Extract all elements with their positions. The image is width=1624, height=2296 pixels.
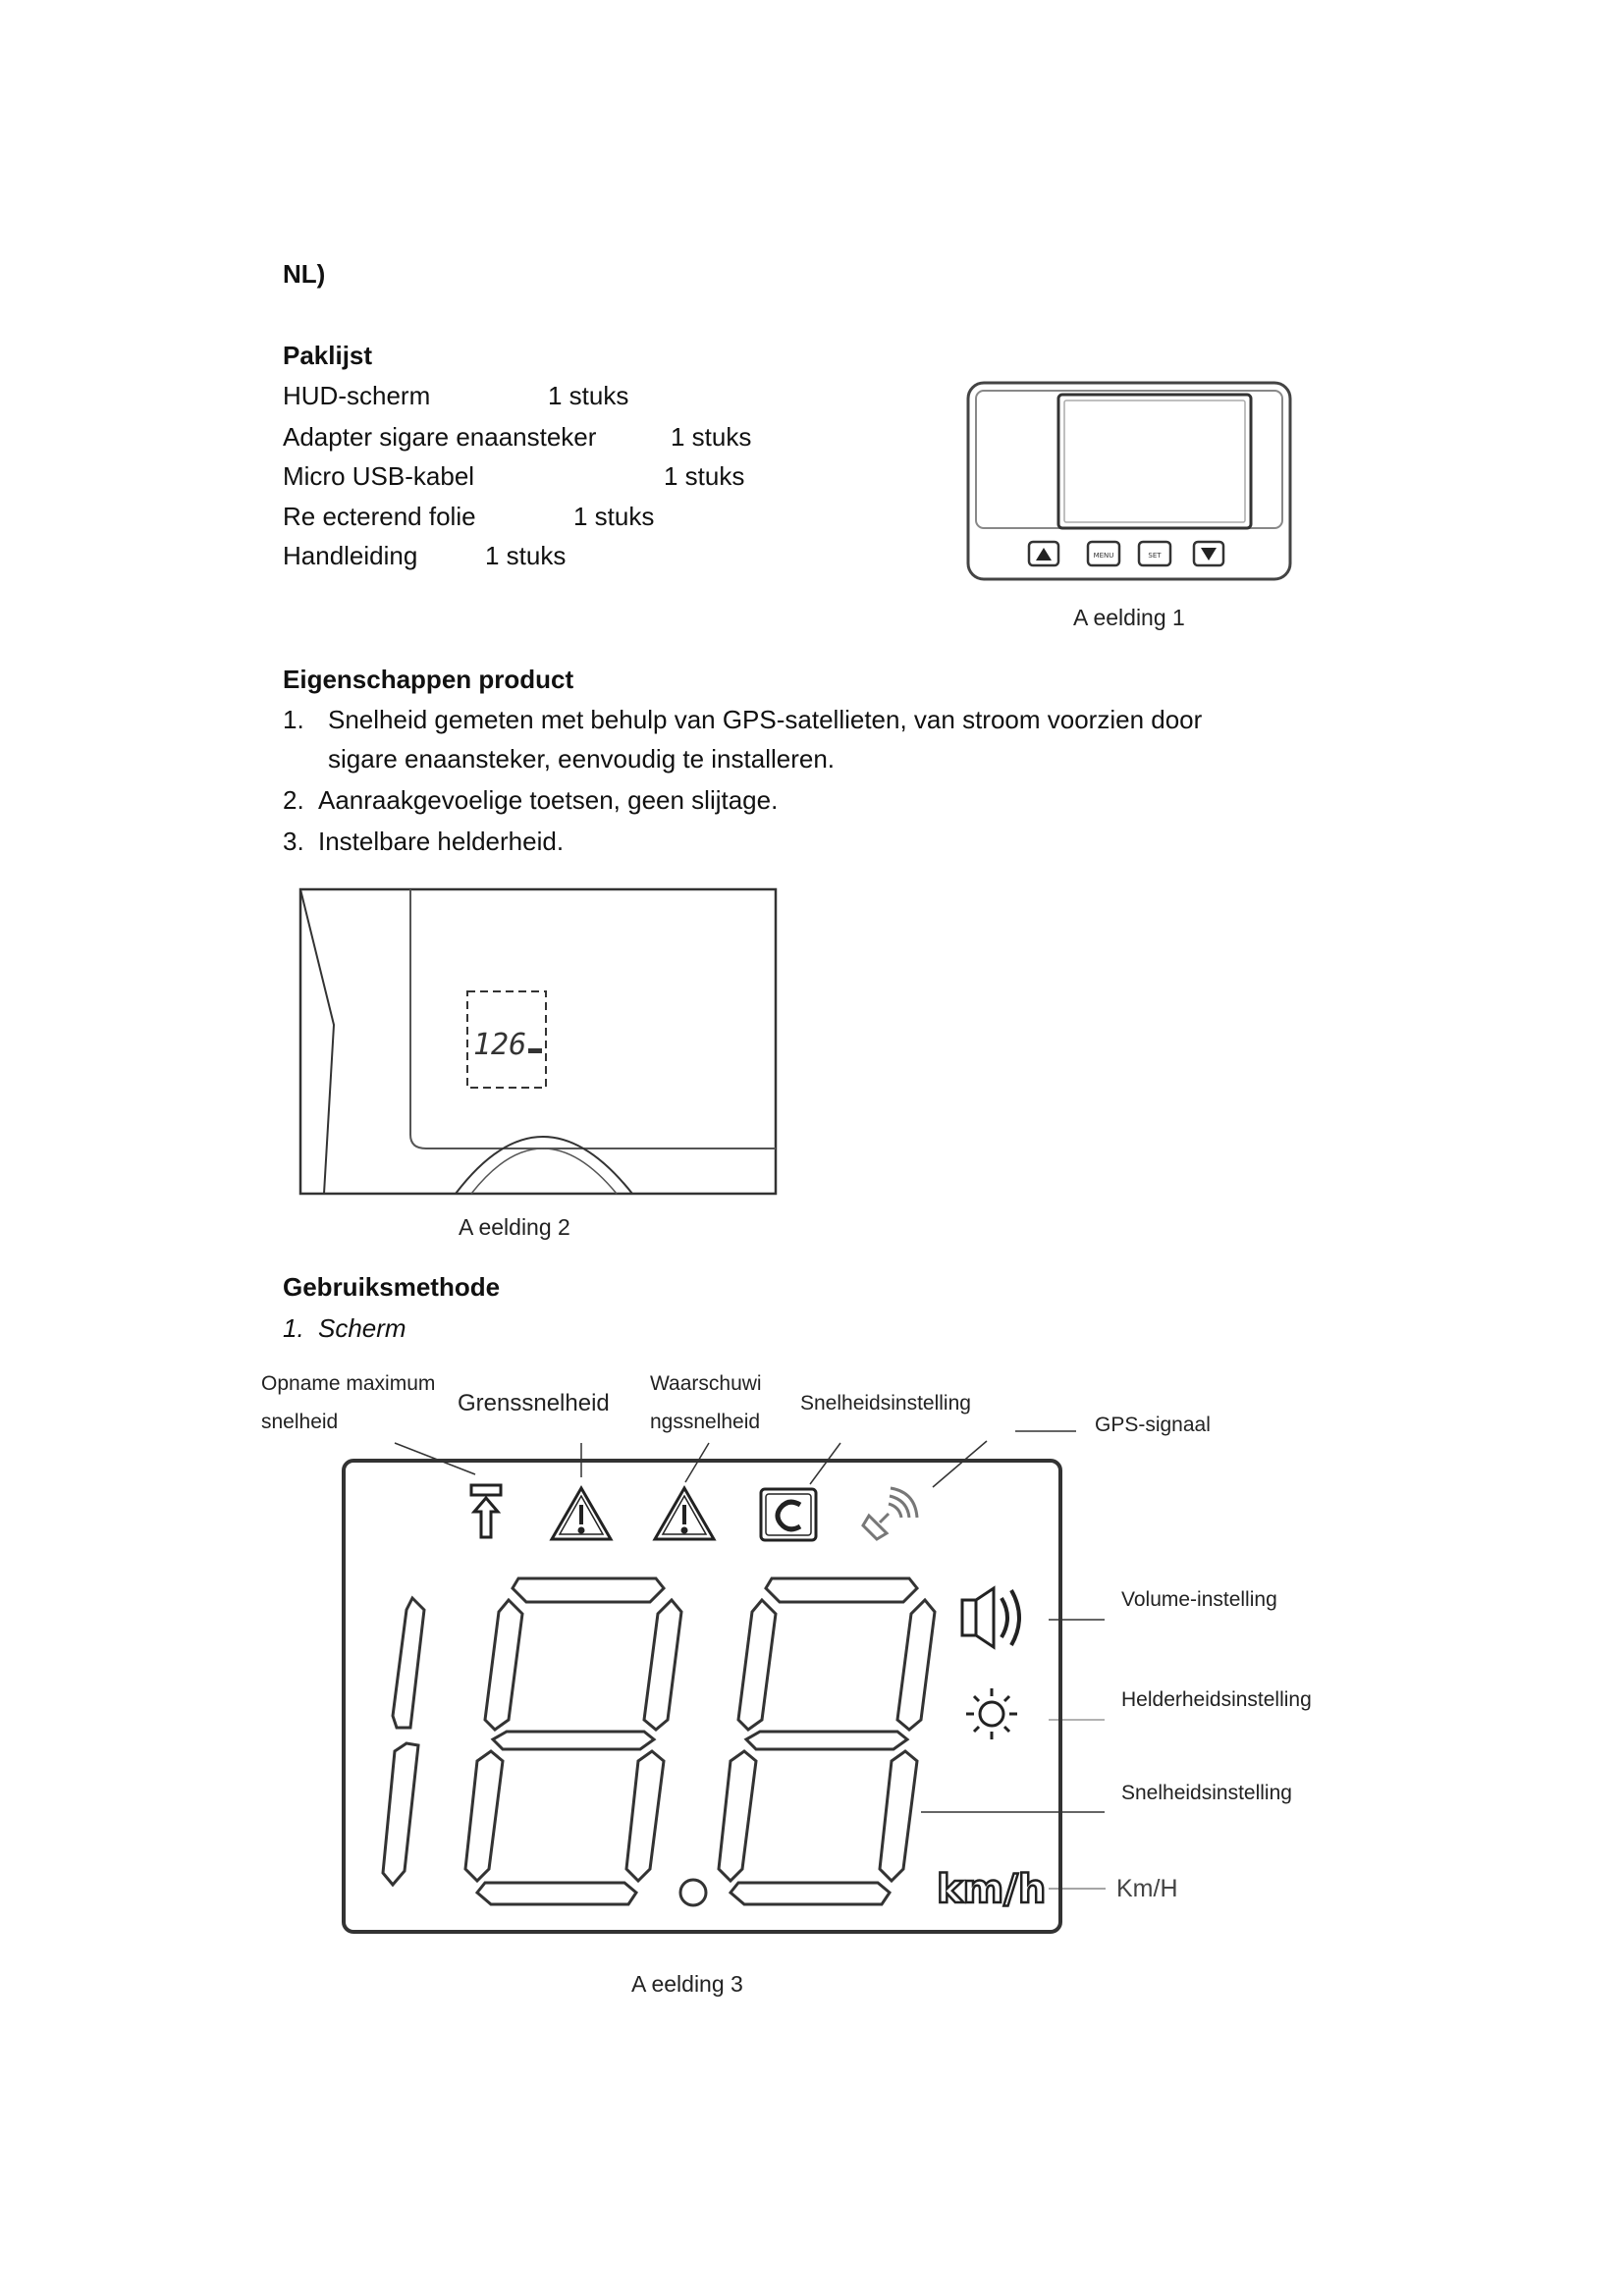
eigenschappen-heading: Eigenschappen product — [283, 665, 574, 694]
warning-speed-icon — [655, 1488, 714, 1539]
windshield-illustration — [298, 887, 778, 1196]
arrow-down-button[interactable] — [1194, 542, 1223, 565]
label-snelheidsinstelling-top: Snelheidsinstelling — [800, 1392, 971, 1415]
list-item-qty: 1 stuks — [485, 541, 567, 570]
subheading-number: 1. — [283, 1313, 304, 1343]
feature-text: Instelbare helderheid. — [318, 827, 565, 856]
arrow-up-button[interactable] — [1029, 542, 1058, 565]
volume-icon — [962, 1588, 1019, 1647]
list-item-qty: 1 stuks — [573, 502, 655, 531]
language-heading: NL) — [283, 259, 326, 289]
feature-text: Snelheid gemeten met behulp van GPS-satellieten, van stroom voorzien door — [328, 705, 1203, 734]
list-item-qty: 1 stuks — [548, 381, 629, 410]
paklijst-heading: Paklijst — [283, 341, 373, 370]
gebruiksmethode-heading: Gebruiksmethode — [283, 1272, 501, 1302]
figure-3-caption: A eelding 3 — [631, 1971, 743, 1997]
digit-eight-left — [465, 1578, 681, 1904]
figure-1-caption: A eelding 1 — [1073, 605, 1185, 630]
projected-speed-value: 126 — [473, 1028, 527, 1062]
list-item-name: HUD-scherm — [283, 381, 431, 410]
list-item-name: Re ecterend folie — [283, 502, 476, 531]
kmh-unit-icon: km/h — [937, 1867, 1047, 1912]
figure-2-caption: A eelding 2 — [459, 1214, 570, 1240]
label-grenssnelheid: Grenssnelheid — [458, 1390, 610, 1416]
brightness-icon — [966, 1688, 1017, 1739]
label-gps-signaal: GPS-signaal — [1095, 1414, 1211, 1436]
label-kmh: Km/H — [1116, 1875, 1178, 1902]
label-volume-instelling: Volume-instelling — [1121, 1588, 1277, 1611]
list-item-name: Handleiding — [283, 541, 418, 570]
label-waarschuwingssnelheid-2: ngssnelheid — [650, 1411, 761, 1433]
label-helderheidsinstelling: Helderheidsinstelling — [1121, 1688, 1312, 1711]
digit-one — [383, 1598, 424, 1885]
hud-device-illustration — [966, 381, 1292, 583]
gps-satellite-icon — [863, 1488, 917, 1539]
feature-number: 3. — [283, 827, 304, 856]
feature-text: Aanraakgevoelige toetsen, geen slijtage. — [318, 785, 779, 815]
digit-eight-right — [719, 1578, 935, 1904]
label-snelheidsinstelling-right: Snelheidsinstelling — [1121, 1782, 1292, 1804]
feature-number: 1. — [283, 705, 304, 734]
label-opname-maximum-2: snelheid — [261, 1411, 339, 1433]
list-item-name: Adapter sigare enaansteker — [283, 422, 597, 452]
set-button[interactable] — [1139, 542, 1170, 565]
list-item-qty: 1 stuks — [671, 422, 752, 452]
scherm-subheading: Scherm — [318, 1313, 406, 1343]
feature-text-continued: sigare enaansteker, eenvoudig te installeren. — [328, 744, 836, 774]
record-max-speed-icon — [471, 1485, 501, 1537]
menu-button[interactable] — [1088, 542, 1119, 565]
set-button-label: SET — [1148, 552, 1162, 560]
list-item-name: Micro USB-kabel — [283, 461, 475, 491]
menu-button-label: MENU — [1093, 552, 1114, 560]
feature-number: 2. — [283, 785, 304, 815]
decimal-point — [680, 1880, 706, 1905]
label-waarschuwingssnelheid: Waarschuwi — [650, 1372, 762, 1395]
label-opname-maximum: Opname maximum — [261, 1372, 436, 1395]
lcd-frame — [344, 1461, 1060, 1932]
list-item-qty: 1 stuks — [664, 461, 745, 491]
limit-speed-warning-icon — [552, 1488, 611, 1539]
speed-setting-c-icon — [761, 1489, 816, 1540]
